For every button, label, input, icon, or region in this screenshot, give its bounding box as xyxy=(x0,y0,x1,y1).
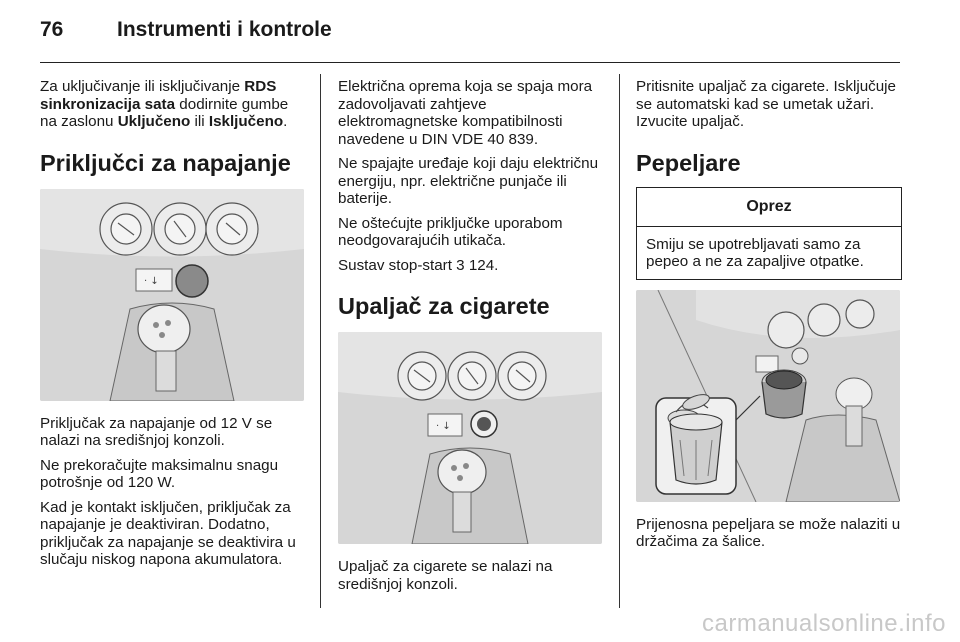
text-run: ili xyxy=(190,113,209,130)
svg-text:· ↓: · ↓ xyxy=(436,421,451,432)
caution-text: Smiju se upotrebljavati samo za pepeo a ne za zapaljive otpatke. xyxy=(646,235,864,270)
ashtrays-heading: Pepeljare xyxy=(636,149,741,176)
plug-warning-paragraph: Ne oštećujte priključke uporabom neodgovarajućih utikača. xyxy=(338,214,563,249)
lighter-usage-paragraph: Pritisnite upaljač za cigarete. Isključuje se automatski kad se umetak užari. Izvucite upaljač. xyxy=(636,78,896,130)
on-term: Uključeno xyxy=(117,113,191,130)
text-run: Za uključivanje ili isključivanje xyxy=(40,78,245,95)
off-term: Isključeno xyxy=(208,113,284,130)
ashtray-illustration xyxy=(636,290,900,502)
page-reference-arrow-icon: 3 xyxy=(456,256,465,274)
console-drawing-1 xyxy=(40,189,304,401)
text-run: 124. xyxy=(464,256,499,274)
text-run: dodirnite gumbe na zaslonu xyxy=(40,95,289,130)
rds-term: RDS sinkronizacija sata xyxy=(40,78,277,113)
column-1 xyxy=(40,78,304,576)
console-drawing-2 xyxy=(338,332,602,544)
svg-text:· ↓: · ↓ xyxy=(144,275,159,287)
power-outlet-illustration xyxy=(40,189,304,401)
portable-ashtray-paragraph: Prijenosna pepeljara se može nalaziti u držačima za šalice. xyxy=(636,515,901,550)
caution-box xyxy=(636,187,902,280)
page-title: Instrumenti i kontrole xyxy=(117,18,332,41)
cigarette-lighter-illustration xyxy=(338,332,602,544)
column-divider xyxy=(619,74,620,608)
site-watermark: carmanualsonline.info xyxy=(702,610,946,637)
column-divider xyxy=(320,74,321,608)
emc-paragraph: Električna oprema koja se spaja mora zadovoljavati zahtjeve elektromagnetske kompatibilnosti navedene u DIN VDE 40 839. xyxy=(338,78,593,148)
rds-intro-paragraph xyxy=(40,78,304,131)
page-header xyxy=(40,18,900,48)
page-number: 76 xyxy=(40,18,64,41)
outlet-power-paragraph: Ne prekoračujte maksimalnu snagu potrošnje od 120 W. xyxy=(40,456,279,491)
no-chargers-paragraph: Ne spajajte uređaje koji daju električnu energiju, npr. električne punjače ili baterije. xyxy=(338,155,599,207)
text-run: . xyxy=(283,113,288,130)
cigarette-lighter-heading: Upaljač za cigarete xyxy=(338,293,550,319)
header-rule xyxy=(40,62,900,63)
outlet-deactivation-paragraph: Kad je kontakt isključen, priključak za napajanje je deaktiviran. Dodatno, priključak za napajanje se deaktivira u slučaju niskog napona akumulatora. xyxy=(40,498,296,568)
ashtray-drawing xyxy=(636,290,900,502)
caution-title: Oprez xyxy=(637,188,901,227)
column-3 xyxy=(636,78,902,558)
stop-start-reference xyxy=(338,257,604,275)
outlet-location-paragraph: Priključak za napajanje od 12 V se nalazi na središnjoj konzoli. xyxy=(40,414,273,449)
lighter-location-paragraph: Upaljač za cigarete se nalazi na središnjoj konzoli. xyxy=(338,558,553,593)
column-2 xyxy=(338,78,604,600)
power-outlets-heading: Priključci za napajanje xyxy=(40,149,291,176)
text-run: Sustav stop-start xyxy=(338,256,457,274)
